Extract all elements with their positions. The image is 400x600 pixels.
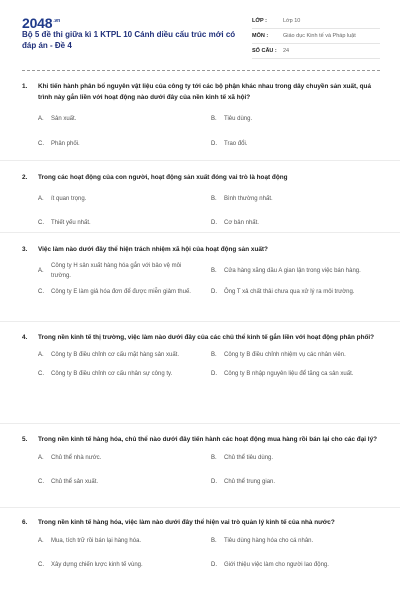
answer-text: Trao đổi. (224, 140, 248, 147)
answer-letter: D. (211, 561, 217, 568)
answer-option-c[interactable] (38, 370, 211, 380)
info-label: MÔN : (252, 33, 269, 39)
question-number: 2. (22, 174, 28, 181)
answer-text: Cơ bản nhất. (224, 219, 259, 226)
answer-text: Xây dựng chiến lược kinh tế vùng. (51, 561, 143, 568)
question-stem (22, 434, 380, 445)
answer-letter: D. (211, 289, 217, 295)
answer-text: Cửa hàng xăng dầu A gian lận trong việc bán hàng. (224, 267, 361, 274)
answer-option-a[interactable] (38, 195, 211, 205)
answer-letter: A. (38, 455, 44, 461)
answer-grid (22, 195, 380, 228)
question-number: 5. (22, 436, 28, 443)
answer-text: Công ty B điều chỉnh nhiệm vụ các nhân viên. (224, 352, 346, 358)
question-stem (22, 332, 380, 343)
question-item (0, 508, 400, 600)
answer-letter: A. (38, 116, 44, 122)
answer-grid (22, 115, 380, 149)
answer-grid (22, 537, 380, 570)
answer-letter: A. (38, 267, 44, 274)
answer-letter: A. (38, 196, 44, 202)
question-item (0, 233, 400, 322)
answer-option-b[interactable] (211, 351, 380, 361)
answer-option-a[interactable] (38, 262, 211, 281)
answer-letter: B. (211, 267, 217, 274)
answer-option-d[interactable] (211, 288, 380, 298)
info-row-class (252, 14, 380, 29)
answer-letter: C. (38, 478, 44, 485)
answer-text: Chủ thể nhà nước. (51, 455, 102, 461)
answer-letter: A. (38, 538, 44, 544)
answer-letter: B. (211, 352, 217, 358)
info-value: Lớp 10 (283, 18, 301, 24)
question-item (0, 70, 400, 161)
answer-option-a[interactable] (38, 351, 211, 361)
question-text: Việc làm nào dưới đây thể hiện trách nhiệm xã hội của hoạt động sản xuất? (38, 246, 268, 253)
info-value: Giáo dục Kinh tế và Pháp luật (283, 33, 356, 39)
answer-option-a[interactable] (38, 537, 211, 547)
question-text: Khi tiến hành phân bổ nguyên vật liệu của công ty tới các bộ phận khác nhau trong dây chuyền sản xuất, quá trình này gắn liền với hoạt động nào dưới đây của nền kinh tế xã hội? (38, 83, 371, 101)
answer-option-c[interactable] (38, 288, 211, 298)
answer-option-b[interactable] (211, 537, 380, 547)
answer-text: Công ty E làm giả hóa đơn để được miễn giảm thuế. (51, 289, 191, 295)
question-text: Trong nền kinh tế hàng hóa, chủ thể nào dưới đây tiến hành các hoạt động mua hàng rồi bán lại cho các đại lý? (38, 436, 378, 443)
question-text: Trong nền kinh tế hàng hóa, việc làm nào dưới đây thể hiện vai trò quản lý kinh tế của nhà nước? (38, 519, 335, 526)
exam-info-panel (252, 14, 380, 59)
answer-text: Công ty B điều chỉnh cơ cấu mặt hàng sản xuất. (51, 352, 180, 358)
answer-text: Mua, tích trữ rồi bán lại hàng hóa. (51, 538, 142, 544)
question-item (0, 322, 400, 424)
answer-text: Phân phối. (51, 140, 80, 147)
question-stem (22, 81, 380, 103)
question-stem (22, 172, 380, 183)
answer-option-a[interactable] (38, 454, 211, 464)
answer-option-d[interactable] (211, 478, 380, 488)
answer-text: Chủ thể sản xuất. (51, 478, 99, 485)
question-stem (22, 244, 380, 255)
question-stem (22, 517, 380, 528)
logo-text: 2048 (22, 15, 53, 31)
answer-letter: B. (211, 455, 217, 461)
answer-option-d[interactable] (211, 140, 380, 150)
answer-option-b[interactable] (211, 262, 380, 281)
answer-letter: D. (211, 140, 217, 147)
answer-letter: D. (211, 219, 217, 226)
answer-text: Thiết yếu nhất. (51, 219, 91, 226)
answer-option-a[interactable] (38, 115, 211, 125)
answer-text: Tiêu dùng hàng hóa cho cá nhân. (224, 538, 314, 544)
answer-text: Ông T xả chất thải chưa qua xử lý ra môi trường. (224, 289, 355, 295)
question-list (0, 70, 400, 600)
document-title: Bộ 5 đề thi giữa kì 1 KTPL 10 Cánh diều cấu trúc mới có đáp án - Đề 4 (22, 30, 236, 50)
answer-option-d[interactable] (211, 370, 380, 380)
answer-grid (22, 454, 380, 487)
answer-text: Công ty B nhập nguyên liệu để tăng ca sản xuất. (224, 370, 354, 377)
answer-option-d[interactable] (211, 561, 380, 571)
answer-grid (22, 262, 380, 298)
answer-letter: C. (38, 140, 44, 147)
question-number: 4. (22, 334, 28, 341)
info-row-question-count (252, 44, 380, 59)
answer-option-d[interactable] (211, 219, 380, 229)
answer-text: Giới thiệu việc làm cho người lao động. (224, 561, 329, 568)
answer-letter: C. (38, 289, 44, 295)
answer-grid (22, 351, 380, 379)
logo-suffix: .vn (53, 18, 60, 25)
question-item (0, 424, 400, 508)
answer-letter: C. (38, 561, 44, 568)
question-number: 6. (22, 519, 28, 526)
answer-text: Chủ thể tiêu dùng. (224, 455, 274, 461)
question-item (0, 161, 400, 233)
answer-text: Sản xuất. (51, 116, 77, 122)
answer-letter: D. (211, 370, 217, 377)
answer-option-c[interactable] (38, 561, 211, 571)
answer-text: Chủ thể trung gian. (224, 478, 276, 485)
answer-text: Tiêu dùng. (224, 116, 253, 122)
answer-letter: B. (211, 538, 217, 544)
answer-letter: A. (38, 352, 44, 358)
answer-letter: C. (38, 370, 44, 377)
answer-letter: B. (211, 196, 217, 202)
answer-option-c[interactable] (38, 140, 211, 150)
answer-letter: B. (211, 116, 217, 122)
question-number: 3. (22, 246, 28, 253)
info-value: 24 (283, 48, 290, 54)
question-text: Trong nền kinh tế thị trường, việc làm nào dưới đây của các chủ thể kinh tế gắn liền với hoạt động phân phối? (38, 334, 375, 341)
question-number: 1. (22, 83, 28, 90)
answer-option-c[interactable] (38, 219, 211, 229)
answer-text: Công ty B điều chỉnh cơ cấu nhân sự công ty. (51, 370, 173, 377)
answer-option-c[interactable] (38, 478, 211, 488)
answer-option-b[interactable] (211, 115, 380, 125)
answer-letter: C. (38, 219, 44, 226)
info-row-subject (252, 29, 380, 44)
answer-option-b[interactable] (211, 454, 380, 464)
question-text: Trong các hoạt động của con người, hoạt động sản xuất đóng vai trò là hoạt động (38, 174, 288, 181)
answer-option-b[interactable] (211, 195, 380, 205)
info-label: SỐ CÂU : (252, 48, 277, 54)
answer-letter: D. (211, 478, 217, 485)
answer-text: Công ty H sản xuất hàng hóa gắn với bảo vệ môi trường. (51, 263, 182, 279)
answer-text: ít quan trọng. (51, 196, 87, 202)
info-label: LỚP : (252, 18, 267, 24)
answer-text: Bình thường nhất. (224, 196, 273, 202)
